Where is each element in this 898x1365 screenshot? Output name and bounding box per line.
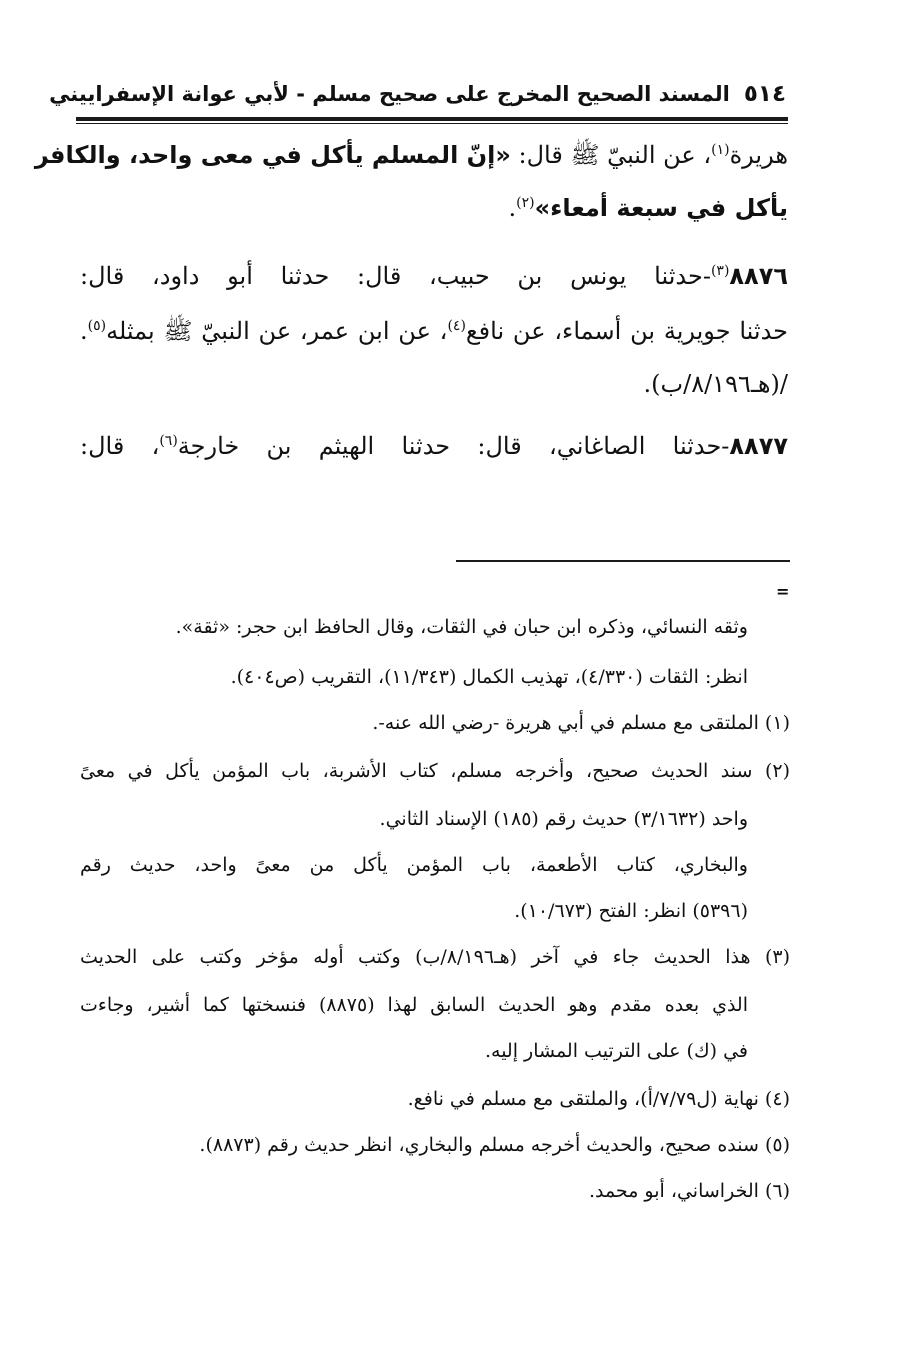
text-segment: هريرة: [729, 141, 788, 169]
footnote-ref: (٦): [159, 433, 178, 449]
hadith-number: ٨٨٧٦: [729, 262, 788, 290]
text-segment: حدثنا جويرية بن أسماء، عن نافع: [465, 317, 788, 345]
text-segment: -حدثنا الصاغاني، قال: حدثنا الهيثم بن خارجة: [177, 432, 730, 460]
book-title: المسند الصحيح المخرج على صحيح مسلم - لأبي عوانة الإسفراييني: [49, 82, 730, 106]
footnote-2-line-1: (٢) سند الحديث صحيح، وأخرجه مسلم، كتاب الأشربة، باب المؤمن يأكل في معىً: [80, 760, 790, 782]
header-rule-thin: [76, 123, 788, 124]
text-segment: -حدثنا يونس بن حبيب، قال: حدثنا أبو داود، قال:: [80, 262, 711, 290]
main-line-1: [34, 140, 788, 175]
text-segment: .: [508, 194, 517, 222]
footnote-2-line-4: (٥٣٩٦) انظر: الفتح (١٠/٦٧٣).: [514, 900, 748, 922]
footnote-3-line-2: الذي بعده مقدم وهو الحديث السابق لهذا (٨٨٧٥) فنسختها كما أشير، وجاءت: [80, 994, 748, 1016]
hadith-8876-line-1: [80, 262, 788, 290]
hadith-8876-line-3: [644, 370, 788, 398]
footnote-2-line-3: والبخاري، كتاب الأطعمة، باب المؤمن يأكل من معىً واحد، حديث رقم: [80, 854, 748, 876]
hadith-text: «إنّ المسلم يأكل في معى واحد، والكافر: [34, 141, 511, 169]
text-segment: ، عن النبيّ ﷺ قال:: [510, 141, 712, 169]
footnote-4: (٤) نهاية (ل٧/٧٩/أ)، والملتقى مع مسلم في نافع.: [407, 1088, 790, 1110]
footnote-ref: (٢): [516, 195, 535, 211]
footnote-5: (٥) سنده صحيح، والحديث أخرجه مسلم والبخاري، انظر حديث رقم (٨٨٧٣).: [199, 1134, 790, 1156]
footnote-1: (١) الملتقى مع مسلم في أبي هريرة -رضي الله عنه-.: [372, 712, 790, 734]
footnote-ref: (٤): [447, 318, 466, 334]
footnote-separator: [456, 560, 790, 562]
footnote-continuation-1: وثقه النسائي، وذكره ابن حبان في الثقات، وقال الحافظ ابن حجر: «ثقة».: [175, 616, 748, 638]
continuation-marker: =: [776, 582, 790, 601]
footnote-3-line-1: (٣) هذا الحديث جاء في آخر (هـ٨/١٩٦/ب) وكتب أوله مؤخر وكتب على الحديث: [80, 946, 790, 968]
hadith-number: ٨٨٧٧: [729, 432, 788, 460]
footnote-2-line-2: واحد (٣/١٦٣٢) حديث رقم (١٨٥) الإسناد الثاني.: [379, 808, 748, 830]
main-line-2: [509, 194, 789, 222]
footnote-6: (٦) الخراساني، أبو محمد.: [588, 1180, 790, 1202]
manuscript-folio-ref: /(هـ٨/١٩٦/ب).: [643, 370, 788, 398]
footnote-ref: (٥): [87, 318, 107, 334]
text-segment: ، قال:: [80, 432, 160, 460]
hadith-8876-line-2: [80, 316, 788, 351]
running-header: [49, 72, 786, 116]
page-number: ٥١٤: [743, 81, 786, 107]
hadith-text: يأكل في سبعة أمعاء»: [534, 194, 788, 222]
footnote-ref: (١): [711, 142, 730, 158]
footnote-ref: (٣): [710, 263, 730, 279]
footnote-continuation-2: انظر: الثقات (٤/٣٣٠)، تهذيب الكمال (١١/٣٤٣)، التقريب (ص٤٠٤).: [230, 666, 748, 688]
hadith-8877-line-1: [80, 432, 788, 460]
footnote-3-line-3: في (ك) على الترتيب المشار إليه.: [484, 1040, 748, 1062]
text-segment: ، عن ابن عمر، عن النبيّ ﷺ بمثله: [106, 317, 448, 345]
header-rule-thick: [76, 117, 788, 121]
text-segment: .: [80, 317, 88, 345]
